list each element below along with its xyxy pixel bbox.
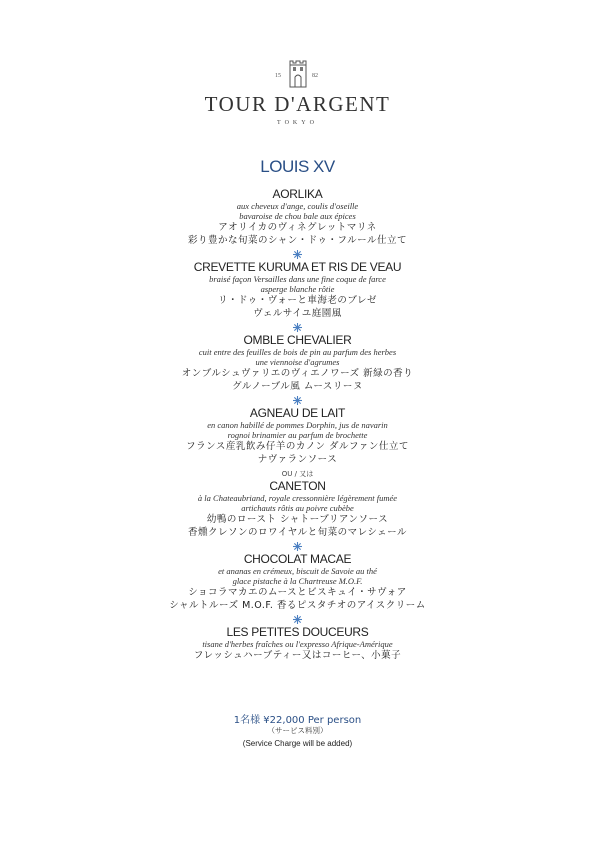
service-charge-en: (Service Charge will be added): [242, 739, 353, 748]
course-description-jp: シャルトルーズ M.O.F. 香るピスタチオのアイスクリーム: [169, 600, 426, 611]
course-description-jp: アオリイカのヴィネグレットマリネ: [218, 222, 377, 233]
course-description-jp: ヴェルサイユ庭園風: [253, 308, 342, 319]
course-separator: [0, 612, 595, 626]
crest-icon: [268, 57, 328, 89]
course-description-fr: une viennoise d'agrumes: [255, 357, 340, 367]
year-left: 15: [274, 73, 281, 79]
snowflake-icon: [293, 396, 302, 405]
course-description-fr: tisane d'herbes fraîches ou l'expresso Afrique-Amérique: [202, 639, 393, 649]
course-description-fr: à la Chateaubriand, royale cressonnière légèrement fumée: [197, 493, 398, 503]
snowflake-icon: [293, 542, 302, 551]
course-description-jp: ナヴァランソース: [257, 454, 338, 465]
course-description-fr: bavaroise de chou bale aux épices: [239, 211, 356, 221]
course-item: [0, 334, 595, 393]
course-description-jp: リ・ドゥ・ヴォーと車海老のブレゼ: [217, 295, 377, 306]
course-description-fr: aux cheveux d'ange, coulis d'oseille: [236, 201, 359, 211]
course-list: [0, 188, 595, 662]
course-item: [0, 261, 595, 320]
course-description-fr: rognoi brinamier au parfum de brochette: [227, 430, 368, 440]
course-description-jp: 香燻クレソンのロワイヤルと旬菜のマレシェール: [187, 527, 407, 538]
course-description-jp: 彩り豊かな旬菜のシャン・ドゥ・フルール仕立て: [187, 235, 407, 246]
course-separator: [0, 320, 595, 334]
course-description-fr: braisé façon Versailles dans une fine coque de farce: [209, 274, 386, 284]
course-separator: [0, 247, 595, 261]
course-description-fr: cuit entre des feuilles de bois de pin au parfum des herbes: [198, 347, 397, 357]
snowflake-icon: [293, 615, 302, 624]
course-item: [0, 407, 595, 466]
price: 1名様 ¥22,000 Per person: [233, 715, 362, 726]
course-item: [0, 553, 595, 612]
course-item: [0, 626, 595, 662]
course-description-fr: artichauts rôtis au poivre cubèbe: [241, 503, 354, 513]
course-description-jp: フランス産乳飲み仔羊のカノン ダルファン仕立て: [186, 441, 409, 452]
course-separator: [0, 539, 595, 553]
course-item: [0, 480, 595, 539]
course-description-fr: asperge blanche rôtie: [260, 284, 335, 294]
menu-title: LOUIS XV: [260, 157, 335, 176]
course-name: OMBLE CHEVALIER: [243, 333, 352, 347]
course-description-jp: オンブルシュヴァリエのヴィエノワーズ 新緑の香り: [181, 368, 414, 379]
snowflake-icon: [293, 323, 302, 332]
restaurant-logo: [0, 57, 595, 126]
year-right: 82: [311, 73, 318, 79]
course-description-fr: glace pistache à la Chartreuse M.O.F.: [232, 576, 363, 586]
course-item: [0, 188, 595, 247]
course-name: CANETON: [269, 479, 326, 493]
course-name: AORLIKA: [272, 187, 323, 201]
course-description-jp: ショコラマカエのムースとビスキュイ・サヴォア: [188, 587, 407, 598]
course-name: AGNEAU DE LAIT: [249, 406, 346, 420]
course-name: CREVETTE KURUMA ET RIS DE VEAU: [193, 260, 402, 274]
snowflake-icon: [293, 250, 302, 259]
brand-name: TOUR D'ARGENT: [204, 92, 391, 116]
course-name: LES PETITES DOUCEURS: [226, 625, 369, 639]
or-text: OU / 又は: [281, 470, 314, 478]
course-description-jp: 幼鴨のロースト シャトーブリアンソース: [206, 514, 389, 525]
course-description-fr: et ananas en crémeux, biscuit de Savoie au thé: [218, 566, 377, 576]
course-description-fr: en canon habillé de pommes Dorphin, jus de navarin: [207, 420, 388, 430]
course-description-jp: グルノーブル風 ムースリーヌ: [232, 381, 363, 392]
course-separator: [0, 393, 595, 407]
brand-city: TOKYO: [277, 120, 318, 126]
service-charge-jp: （サービス料別）: [267, 726, 328, 735]
course-name: CHOCOLAT MACAE: [243, 552, 352, 566]
course-description-jp: フレッシュハーブティー又はコーヒー、小菓子: [193, 650, 402, 661]
